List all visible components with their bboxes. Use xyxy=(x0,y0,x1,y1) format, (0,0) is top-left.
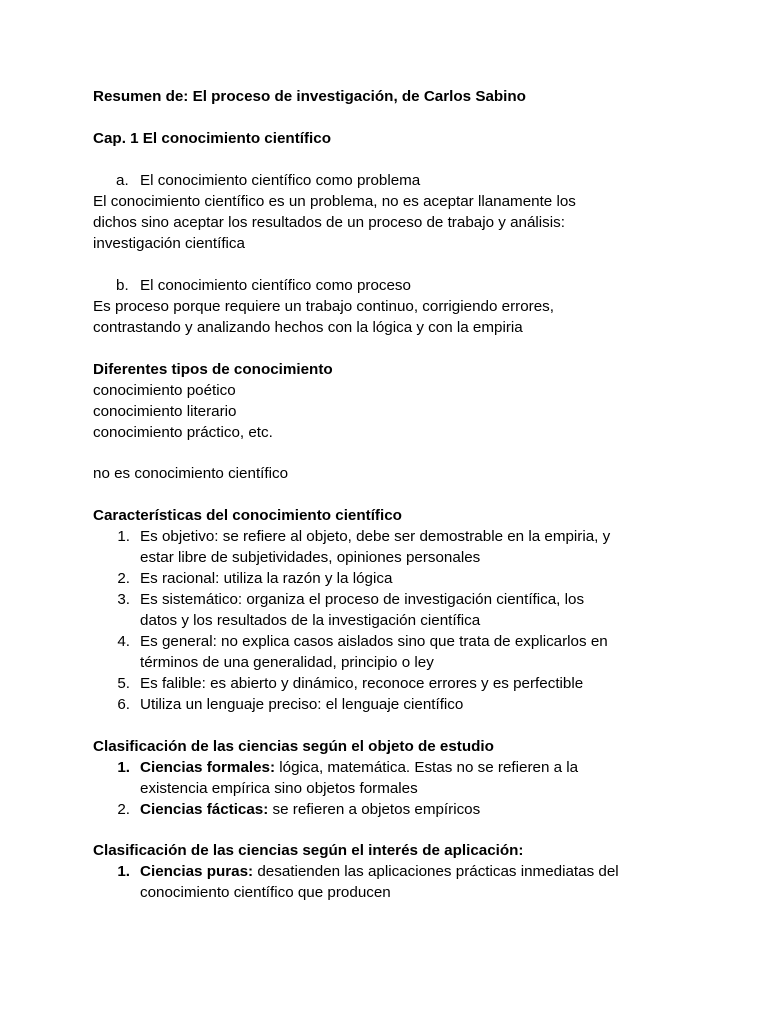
term-description: se refieren a objetos empíricos xyxy=(268,801,481,818)
clasif-objeto-heading: Clasificación de las ciencias según el objeto de estudio xyxy=(93,738,494,755)
term-description: desatienden las aplicaciones prácticas inmediatas del xyxy=(253,863,619,880)
section-b-heading: El conocimiento científico como proceso xyxy=(140,277,411,294)
list-number: 3. xyxy=(117,591,130,608)
list-item-line: estar libre de subjetividades, opiniones personales xyxy=(140,549,481,566)
list-item-line: Es falible: es abierto y dinámico, reconoce errores y es perfectible xyxy=(140,675,584,692)
list-item-line: conocimiento científico que producen xyxy=(140,884,391,901)
section-a-paragraph-line: dichos sino aceptar los resultados de un proceso de trabajo y análisis: xyxy=(93,214,565,231)
section-b-paragraph-line: Es proceso porque requiere un trabajo continuo, corrigiendo errores, xyxy=(93,298,554,315)
list-item-line: Es sistemático: organiza el proceso de investigación científica, los xyxy=(140,591,585,608)
tipos-heading: Diferentes tipos de conocimiento xyxy=(93,361,333,378)
list-item-line: Es objetivo: se refiere al objeto, debe ser demostrable en la empiria, y xyxy=(140,528,611,545)
tipos-item: conocimiento práctico, etc. xyxy=(93,424,273,441)
tipos-item: conocimiento literario xyxy=(93,403,237,420)
list-item-line: Utiliza un lenguaje preciso: el lenguaje científico xyxy=(140,696,464,713)
term-label: Ciencias fácticas: xyxy=(140,801,269,818)
tipos-item: conocimiento poético xyxy=(93,382,236,399)
list-item-line: Es racional: utiliza la razón y la lógica xyxy=(140,570,393,587)
list-item-line: términos de una generalidad, principio o ley xyxy=(140,654,434,671)
section-b-marker: b. xyxy=(116,277,129,294)
list-number: 1. xyxy=(117,863,130,880)
list-item-line xyxy=(140,799,480,820)
caracteristicas-heading: Características del conocimiento científico xyxy=(93,507,402,524)
section-a-heading: El conocimiento científico como problema xyxy=(140,172,421,189)
list-item-line: existencia empírica sino objetos formales xyxy=(140,780,418,797)
tipos-note: no es conocimiento científico xyxy=(93,465,289,482)
list-number: 1. xyxy=(117,759,130,776)
list-number: 6. xyxy=(117,696,130,713)
section-a-paragraph-line: El conocimiento científico es un problema, no es aceptar llanamente los xyxy=(93,193,576,210)
list-number: 2. xyxy=(117,570,130,587)
section-a-marker: a. xyxy=(116,172,129,189)
list-number: 4. xyxy=(117,633,130,650)
clasif-interes-heading: Clasificación de las ciencias según el interés de aplicación: xyxy=(93,842,524,859)
list-number: 5. xyxy=(117,675,130,692)
list-item-line xyxy=(140,861,619,882)
list-item-line: datos y los resultados de la investigación científica xyxy=(140,612,481,629)
document-title: Resumen de: El proceso de investigación, de Carlos Sabino xyxy=(93,88,526,105)
term-label: Ciencias formales: xyxy=(140,759,276,776)
list-number: 1. xyxy=(117,528,130,545)
term-description: lógica, matemática. Estas no se refieren a la xyxy=(275,759,579,776)
list-item-line: Es general: no explica casos aislados sino que trata de explicarlos en xyxy=(140,633,608,650)
section-b-paragraph-line: contrastando y analizando hechos con la lógica y con la empiria xyxy=(93,319,523,336)
section-a-paragraph-line: investigación científica xyxy=(93,235,245,252)
term-label: Ciencias puras: xyxy=(140,863,254,880)
list-number: 2. xyxy=(117,801,130,818)
chapter-heading: Cap. 1 El conocimiento científico xyxy=(93,130,331,147)
list-item-line xyxy=(140,757,578,778)
